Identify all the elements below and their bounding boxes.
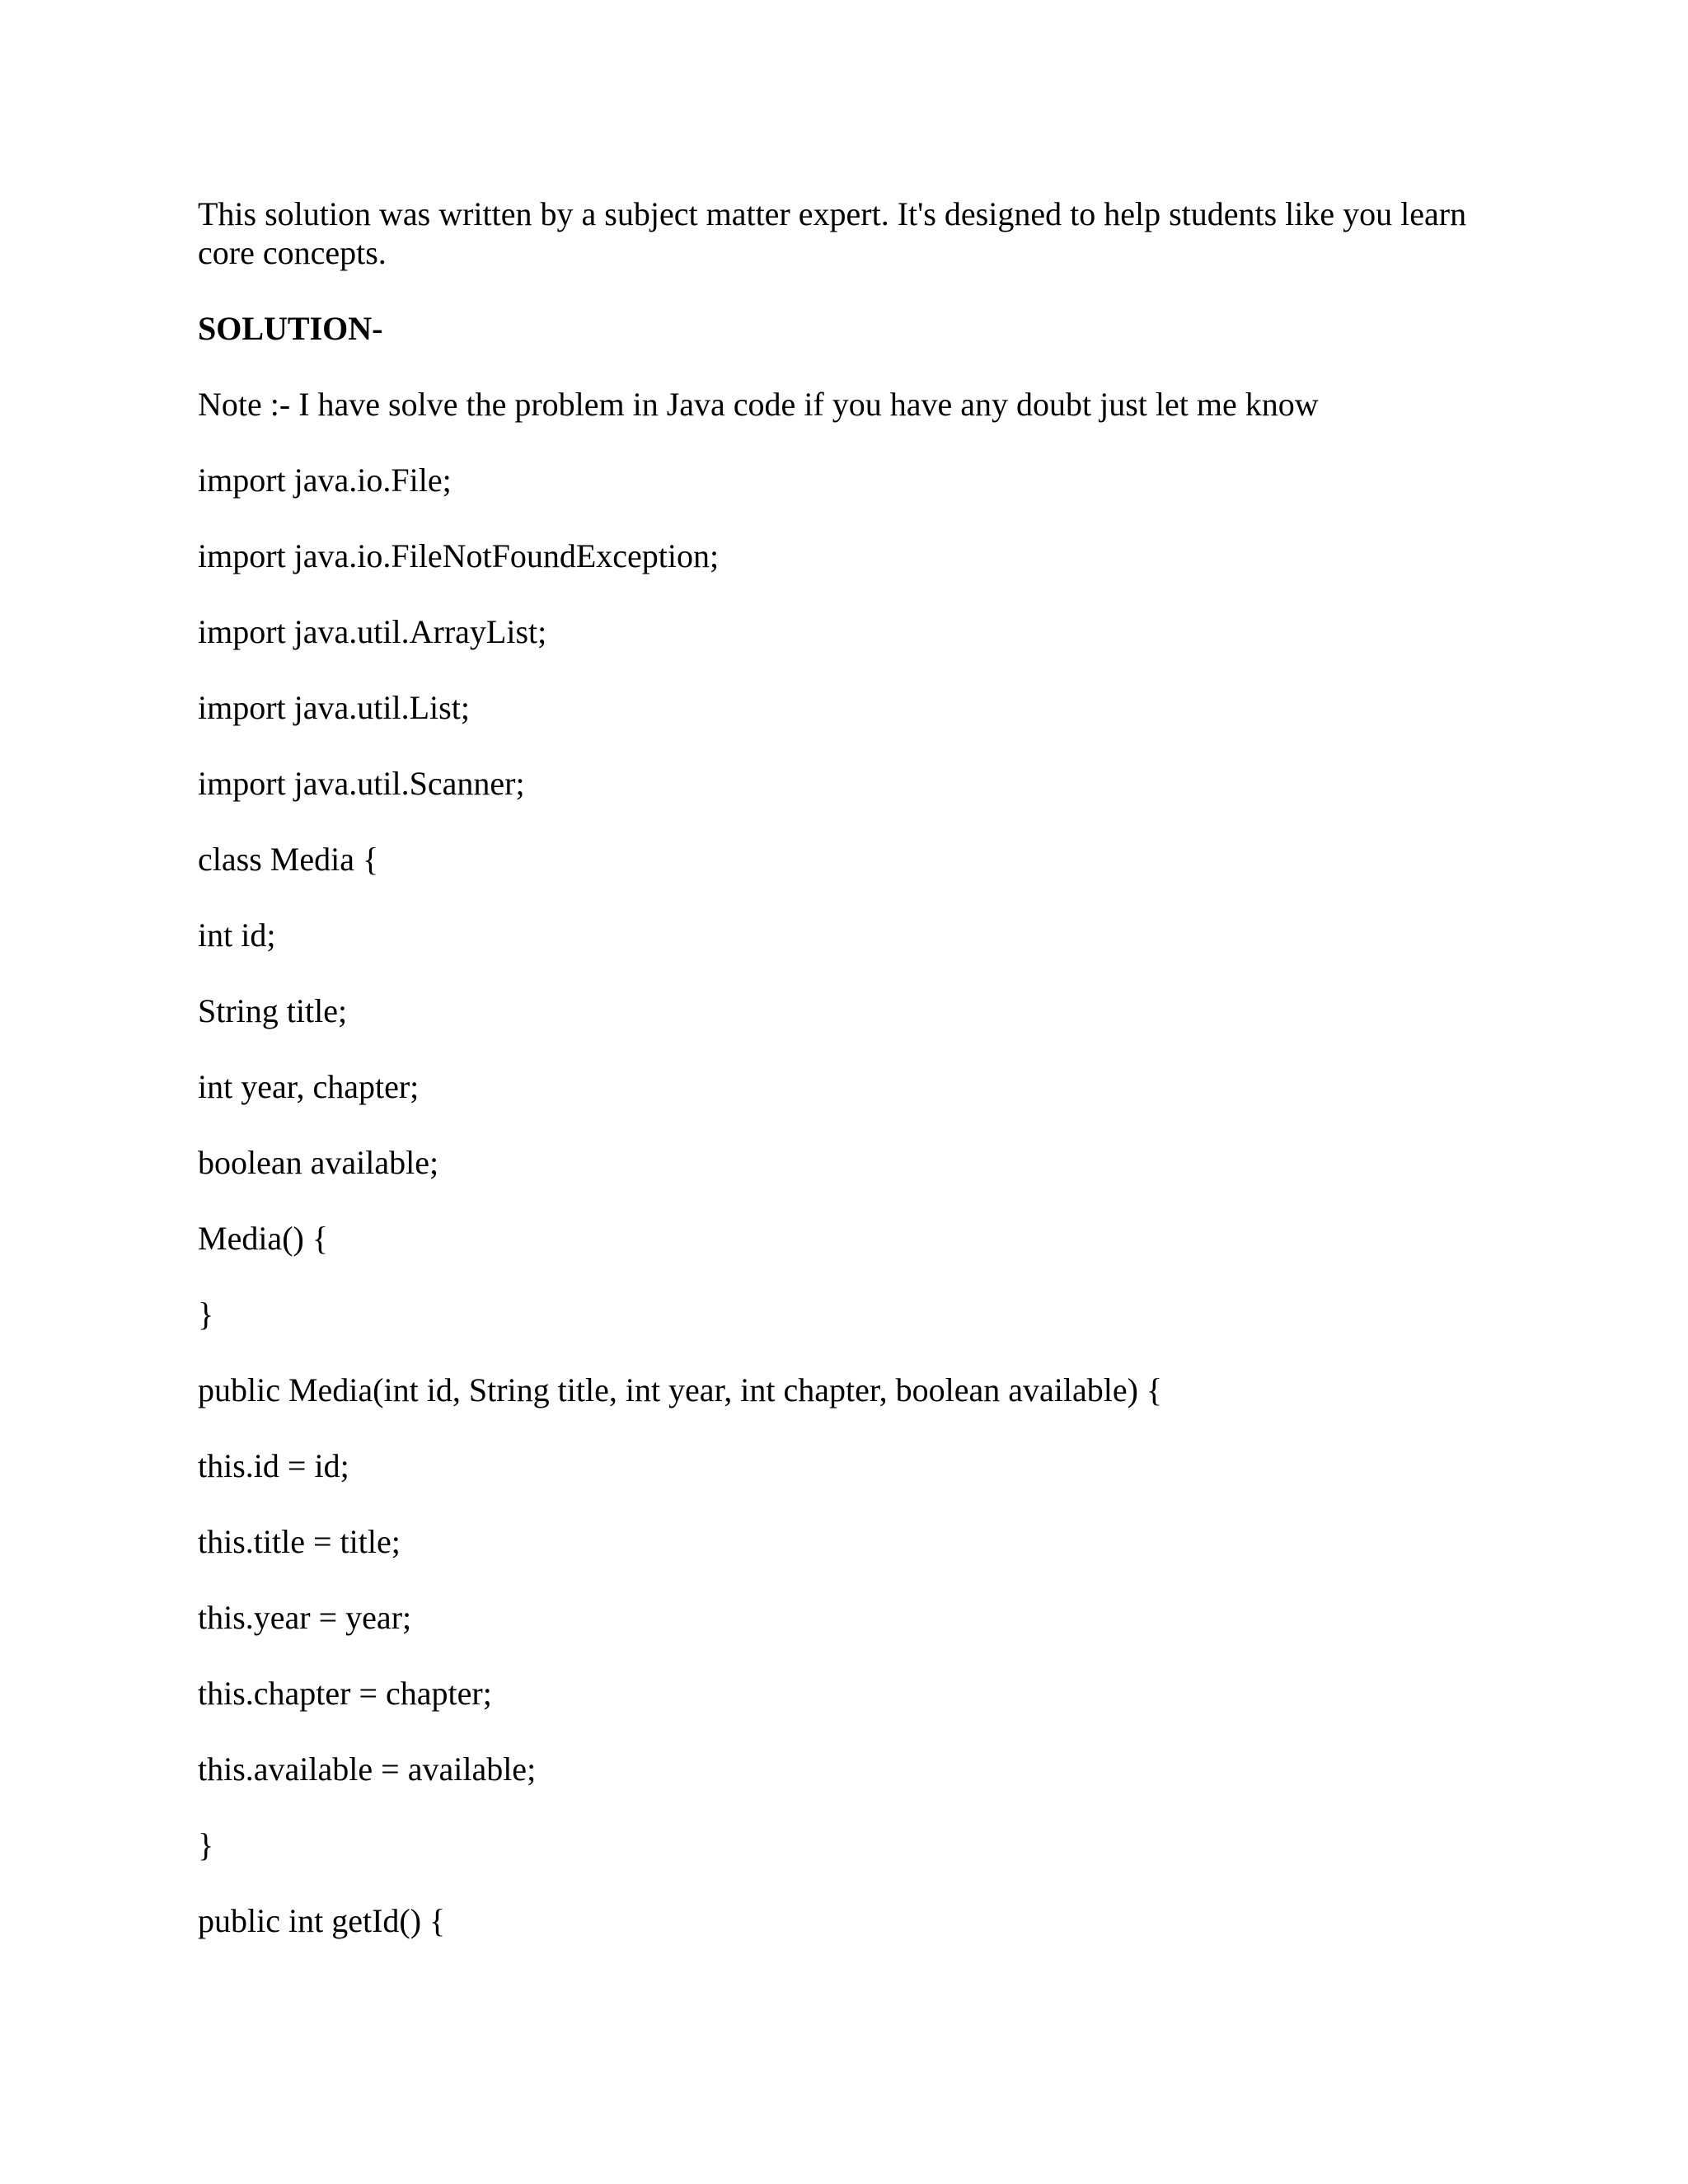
code-line: } bbox=[198, 1296, 214, 1333]
code-line: Media() { bbox=[198, 1220, 329, 1257]
code-line: this.title = title; bbox=[198, 1523, 401, 1560]
code-line: this.id = id; bbox=[198, 1447, 349, 1484]
code-line: import java.io.FileNotFoundException; bbox=[198, 537, 720, 574]
code-line: public Media(int id, String title, int year, int chapter, boolean available) { bbox=[198, 1371, 1163, 1408]
code-line: import java.io.File; bbox=[198, 462, 452, 499]
code-line: int id; bbox=[198, 916, 276, 954]
code-line: class Media { bbox=[198, 841, 379, 878]
solution-heading: SOLUTION- bbox=[198, 310, 383, 347]
code-line: this.year = year; bbox=[198, 1599, 412, 1636]
code-line: public int getId() { bbox=[198, 1902, 446, 1939]
code-line: this.chapter = chapter; bbox=[198, 1675, 492, 1712]
code-line: import java.util.ArrayList; bbox=[198, 613, 547, 650]
code-line: boolean available; bbox=[198, 1144, 439, 1181]
intro-paragraph: This solution was written by a subject matter expert. It's designed to help students like you learn core concepts. bbox=[198, 195, 1467, 271]
code-line: this.available = available; bbox=[198, 1750, 537, 1788]
code-line: import java.util.Scanner; bbox=[198, 765, 525, 802]
code-line: String title; bbox=[198, 992, 348, 1029]
code-line: int year, chapter; bbox=[198, 1068, 420, 1105]
code-line: } bbox=[198, 1826, 214, 1863]
note-paragraph: Note :- I have solve the problem in Java code if you have any doubt just let me know bbox=[198, 386, 1319, 423]
code-listing bbox=[198, 461, 1162, 1977]
code-line: import java.util.List; bbox=[198, 689, 470, 726]
